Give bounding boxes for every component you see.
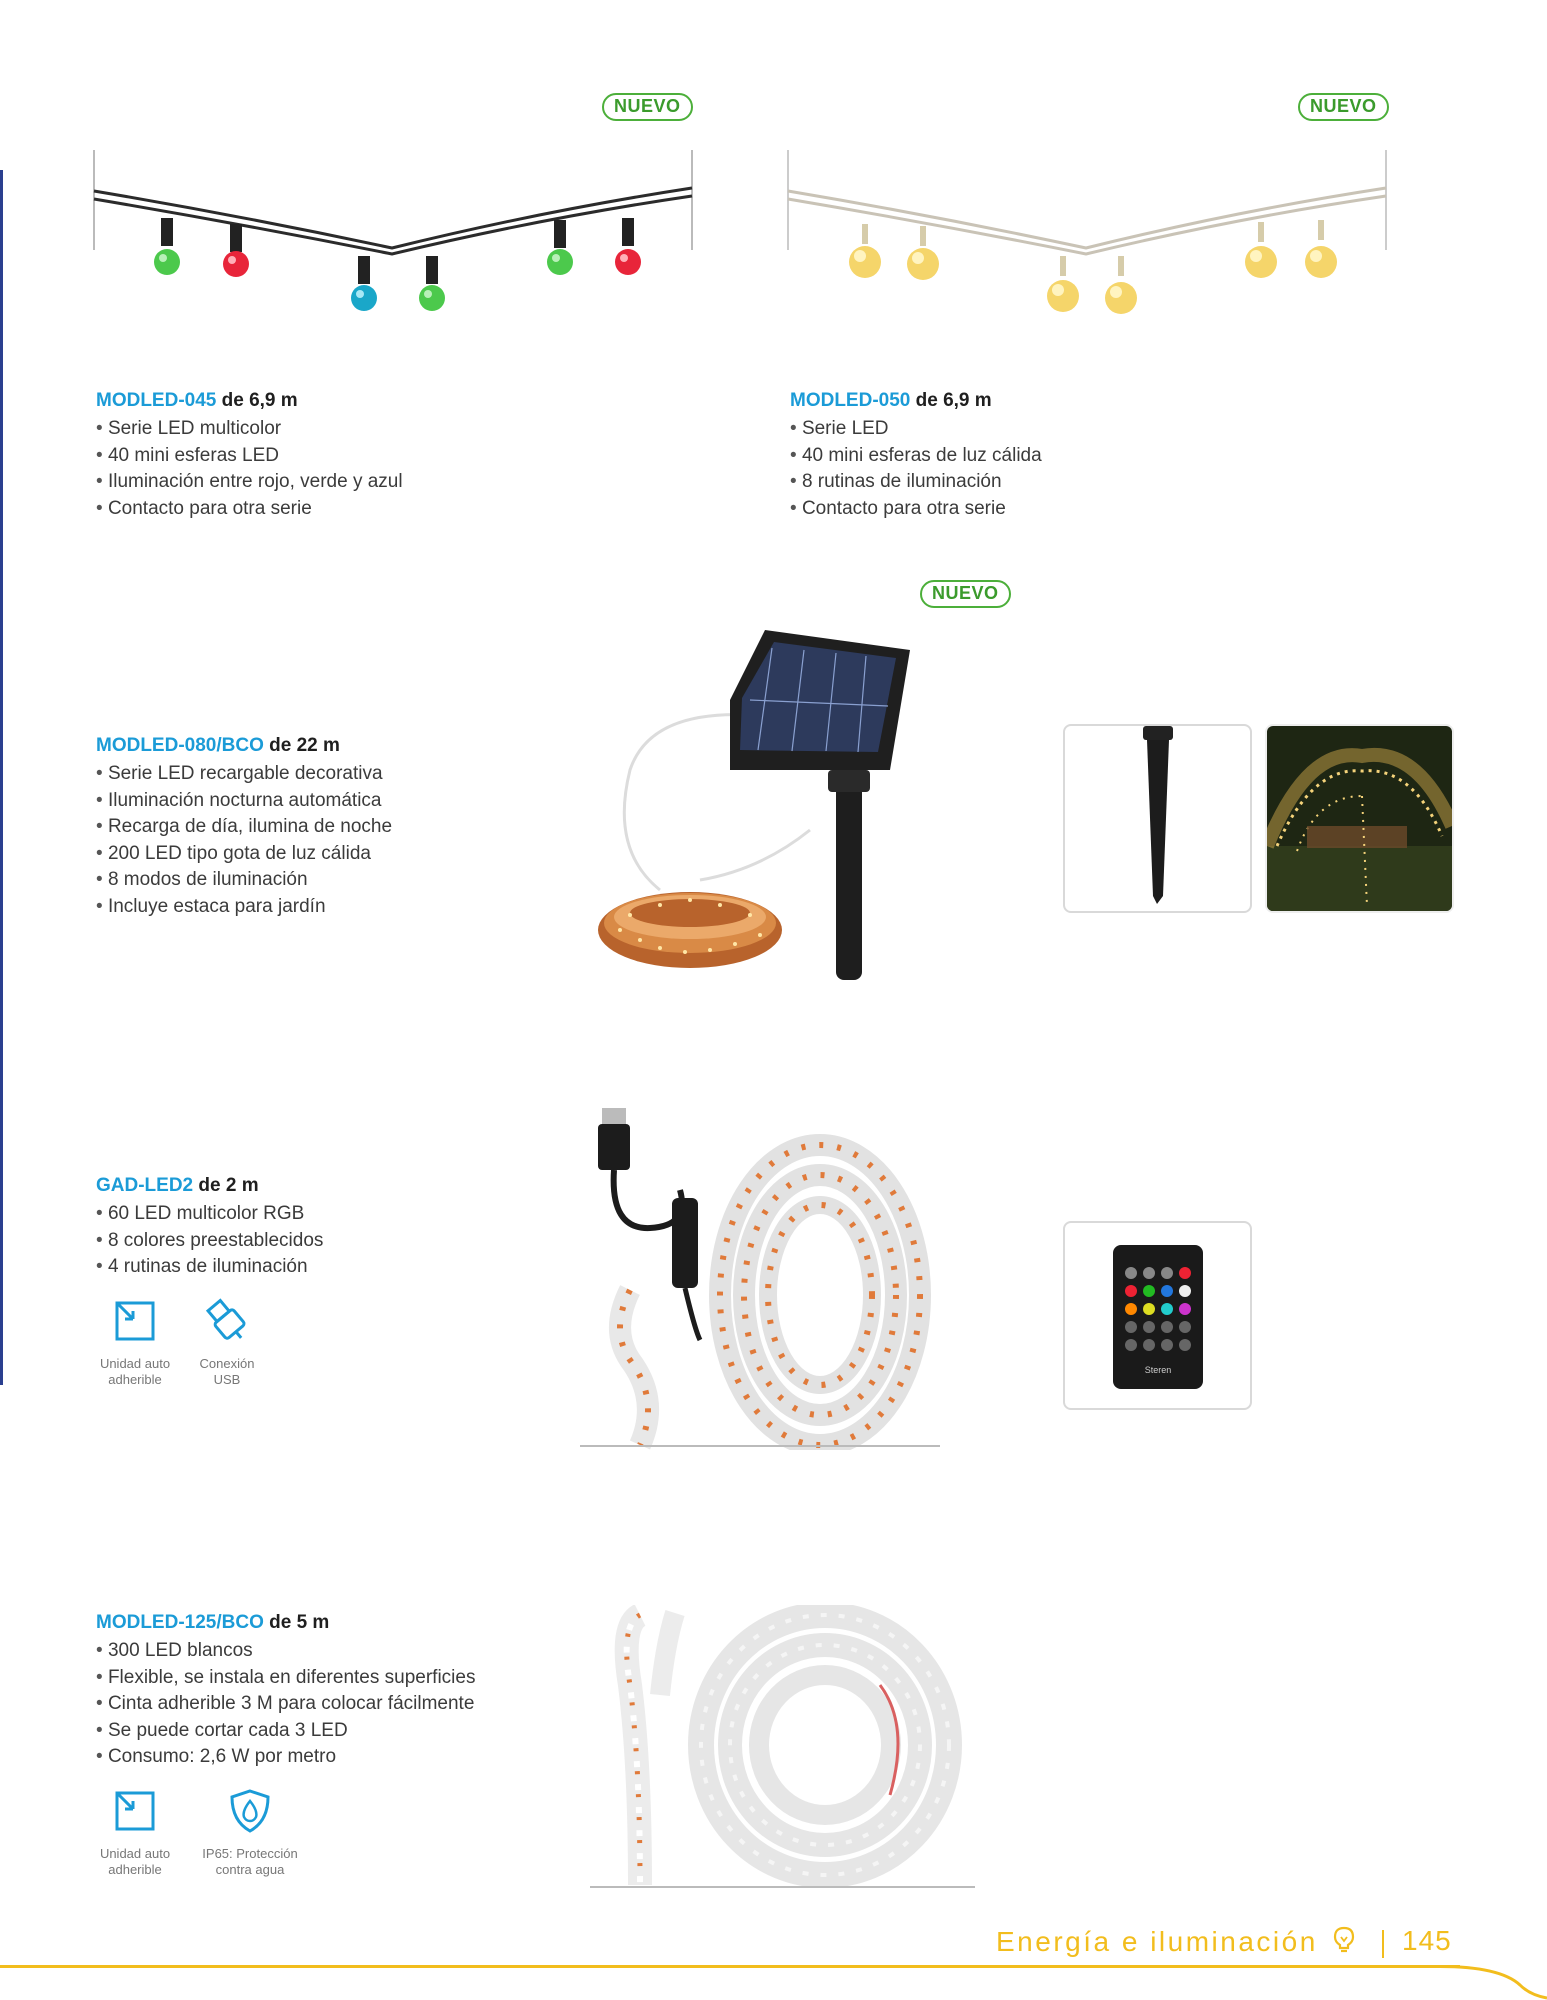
feature-item: • Flexible, se instala en diferentes superficies — [96, 1665, 475, 1692]
product-modled-125 — [96, 1612, 475, 1771]
product-code: MODLED-125/BCO — [96, 1612, 264, 1633]
feature-label: Unidad auto adherible — [99, 1846, 171, 1877]
bulb-blue-1 — [351, 256, 377, 311]
warm-bulb — [849, 224, 881, 278]
feature-item: • 200 LED tipo gota de luz cálida — [96, 841, 392, 868]
feature-item: • Iluminación entre rojo, verde y azul — [96, 469, 403, 496]
warm-bulb — [1245, 222, 1277, 278]
feature-item: • Cinta adherible 3 M para colocar fácilmente — [96, 1691, 475, 1718]
product-title — [96, 1175, 323, 1197]
product-title — [96, 1612, 475, 1634]
feature-item: • 60 LED multicolor RGB — [96, 1201, 323, 1228]
bulb-red-1 — [223, 224, 249, 277]
product-length: de 22 m — [263, 735, 340, 756]
product-gad-led2 — [96, 1175, 323, 1281]
feature-ip65-modled-125 — [195, 1787, 305, 1878]
lightbulb-icon — [1332, 1925, 1356, 1953]
warm-bulb — [1305, 220, 1337, 278]
product-length: de 2 m — [193, 1175, 259, 1196]
product-code: GAD-LED2 — [96, 1175, 194, 1196]
footer-section-label: Energía e iluminación — [996, 1926, 1318, 1957]
feature-item: • Iluminación nocturna automática — [96, 788, 392, 815]
remote-control-icon — [1065, 1223, 1250, 1408]
feature-item: • Contacto para otra serie — [790, 496, 1042, 523]
feature-item: • 40 mini esferas de luz cálida — [790, 443, 1042, 470]
warm-bulb — [1105, 256, 1137, 314]
feature-item: • Se puede cortar cada 3 LED — [96, 1718, 475, 1745]
warm-bulb — [907, 226, 939, 280]
garden-stake-thumbnail — [1063, 724, 1252, 913]
remote-control-thumbnail — [1063, 1221, 1252, 1410]
feature-item: • 8 modos de iluminación — [96, 867, 392, 894]
feature-usb-gad — [172, 1297, 282, 1388]
white-led-strip-image — [590, 1605, 975, 1890]
feature-item: • Serie LED multicolor — [96, 416, 403, 443]
page-number: 145 — [1402, 1925, 1452, 1956]
feature-item: • Serie LED — [790, 416, 1042, 443]
product-code: MODLED-045 — [96, 390, 217, 411]
product-modled-050 — [790, 390, 1042, 522]
product-length: de 6,9 m — [910, 390, 992, 411]
feature-item: • Recarga de día, ilumina de noche — [96, 814, 392, 841]
product-code: MODLED-080/BCO — [96, 735, 264, 756]
product-title — [96, 735, 392, 757]
garden-stake-icon — [1065, 726, 1250, 911]
remote-brand: Steren — [1144, 1365, 1172, 1375]
feature-item: • 300 LED blancos — [96, 1638, 475, 1665]
bulb-green-1 — [154, 218, 180, 275]
feature-item: • 8 rutinas de iluminación — [790, 469, 1042, 496]
feature-adhesive-modled-125 — [80, 1787, 190, 1878]
feature-label: Conexión USB — [199, 1356, 255, 1387]
feature-item: • Serie LED recargable decorativa — [96, 761, 392, 788]
feature-item: • 40 mini esferas LED — [96, 443, 403, 470]
feature-item: • Incluye estaca para jardín — [96, 894, 392, 921]
warm-bulb — [1047, 256, 1079, 312]
new-badge-modled-050: NUEVO — [1298, 93, 1389, 121]
bulb-green-3 — [547, 220, 573, 275]
feature-label: IP65: Protección contra agua — [202, 1846, 298, 1877]
product-modled-080 — [96, 735, 392, 920]
feature-item: • Contacto para otra serie — [96, 496, 403, 523]
multicolor-string-lights-image — [92, 146, 696, 316]
bulb-red-2 — [615, 218, 641, 275]
product-length: de 5 m — [263, 1612, 330, 1633]
bulb-green-2 — [419, 256, 445, 311]
product-modled-045 — [96, 390, 403, 522]
garden-night-scene-image — [1267, 726, 1452, 911]
product-title — [96, 390, 403, 412]
water-drop-shield-icon — [226, 1787, 274, 1835]
new-badge-modled-045: NUEVO — [602, 93, 693, 121]
footer-rule — [0, 1965, 1460, 1968]
left-edge-bar — [0, 170, 3, 1385]
feature-item: • 8 colores preestablecidos — [96, 1228, 323, 1255]
feature-label: Unidad auto adherible — [99, 1356, 171, 1387]
adhesive-unit-icon — [111, 1787, 159, 1835]
footer-separator — [1382, 1930, 1384, 1958]
garden-scene-thumbnail — [1265, 724, 1454, 913]
product-title — [790, 390, 1042, 412]
footer-section-title — [996, 1925, 1356, 1958]
feature-item: • 4 rutinas de iluminación — [96, 1254, 323, 1281]
product-length: de 6,9 m — [216, 390, 298, 411]
product-code: MODLED-050 — [790, 390, 911, 411]
usb-icon — [203, 1297, 251, 1345]
usb-led-strip-image — [580, 1100, 940, 1450]
solar-string-lights-image — [590, 630, 920, 990]
new-badge-modled-080: NUEVO — [920, 580, 1011, 608]
warm-string-lights-image — [786, 146, 1390, 316]
adhesive-unit-icon — [111, 1297, 159, 1345]
feature-item: • Consumo: 2,6 W por metro — [96, 1744, 475, 1771]
footer-curve-ornament — [1440, 1940, 1547, 2000]
